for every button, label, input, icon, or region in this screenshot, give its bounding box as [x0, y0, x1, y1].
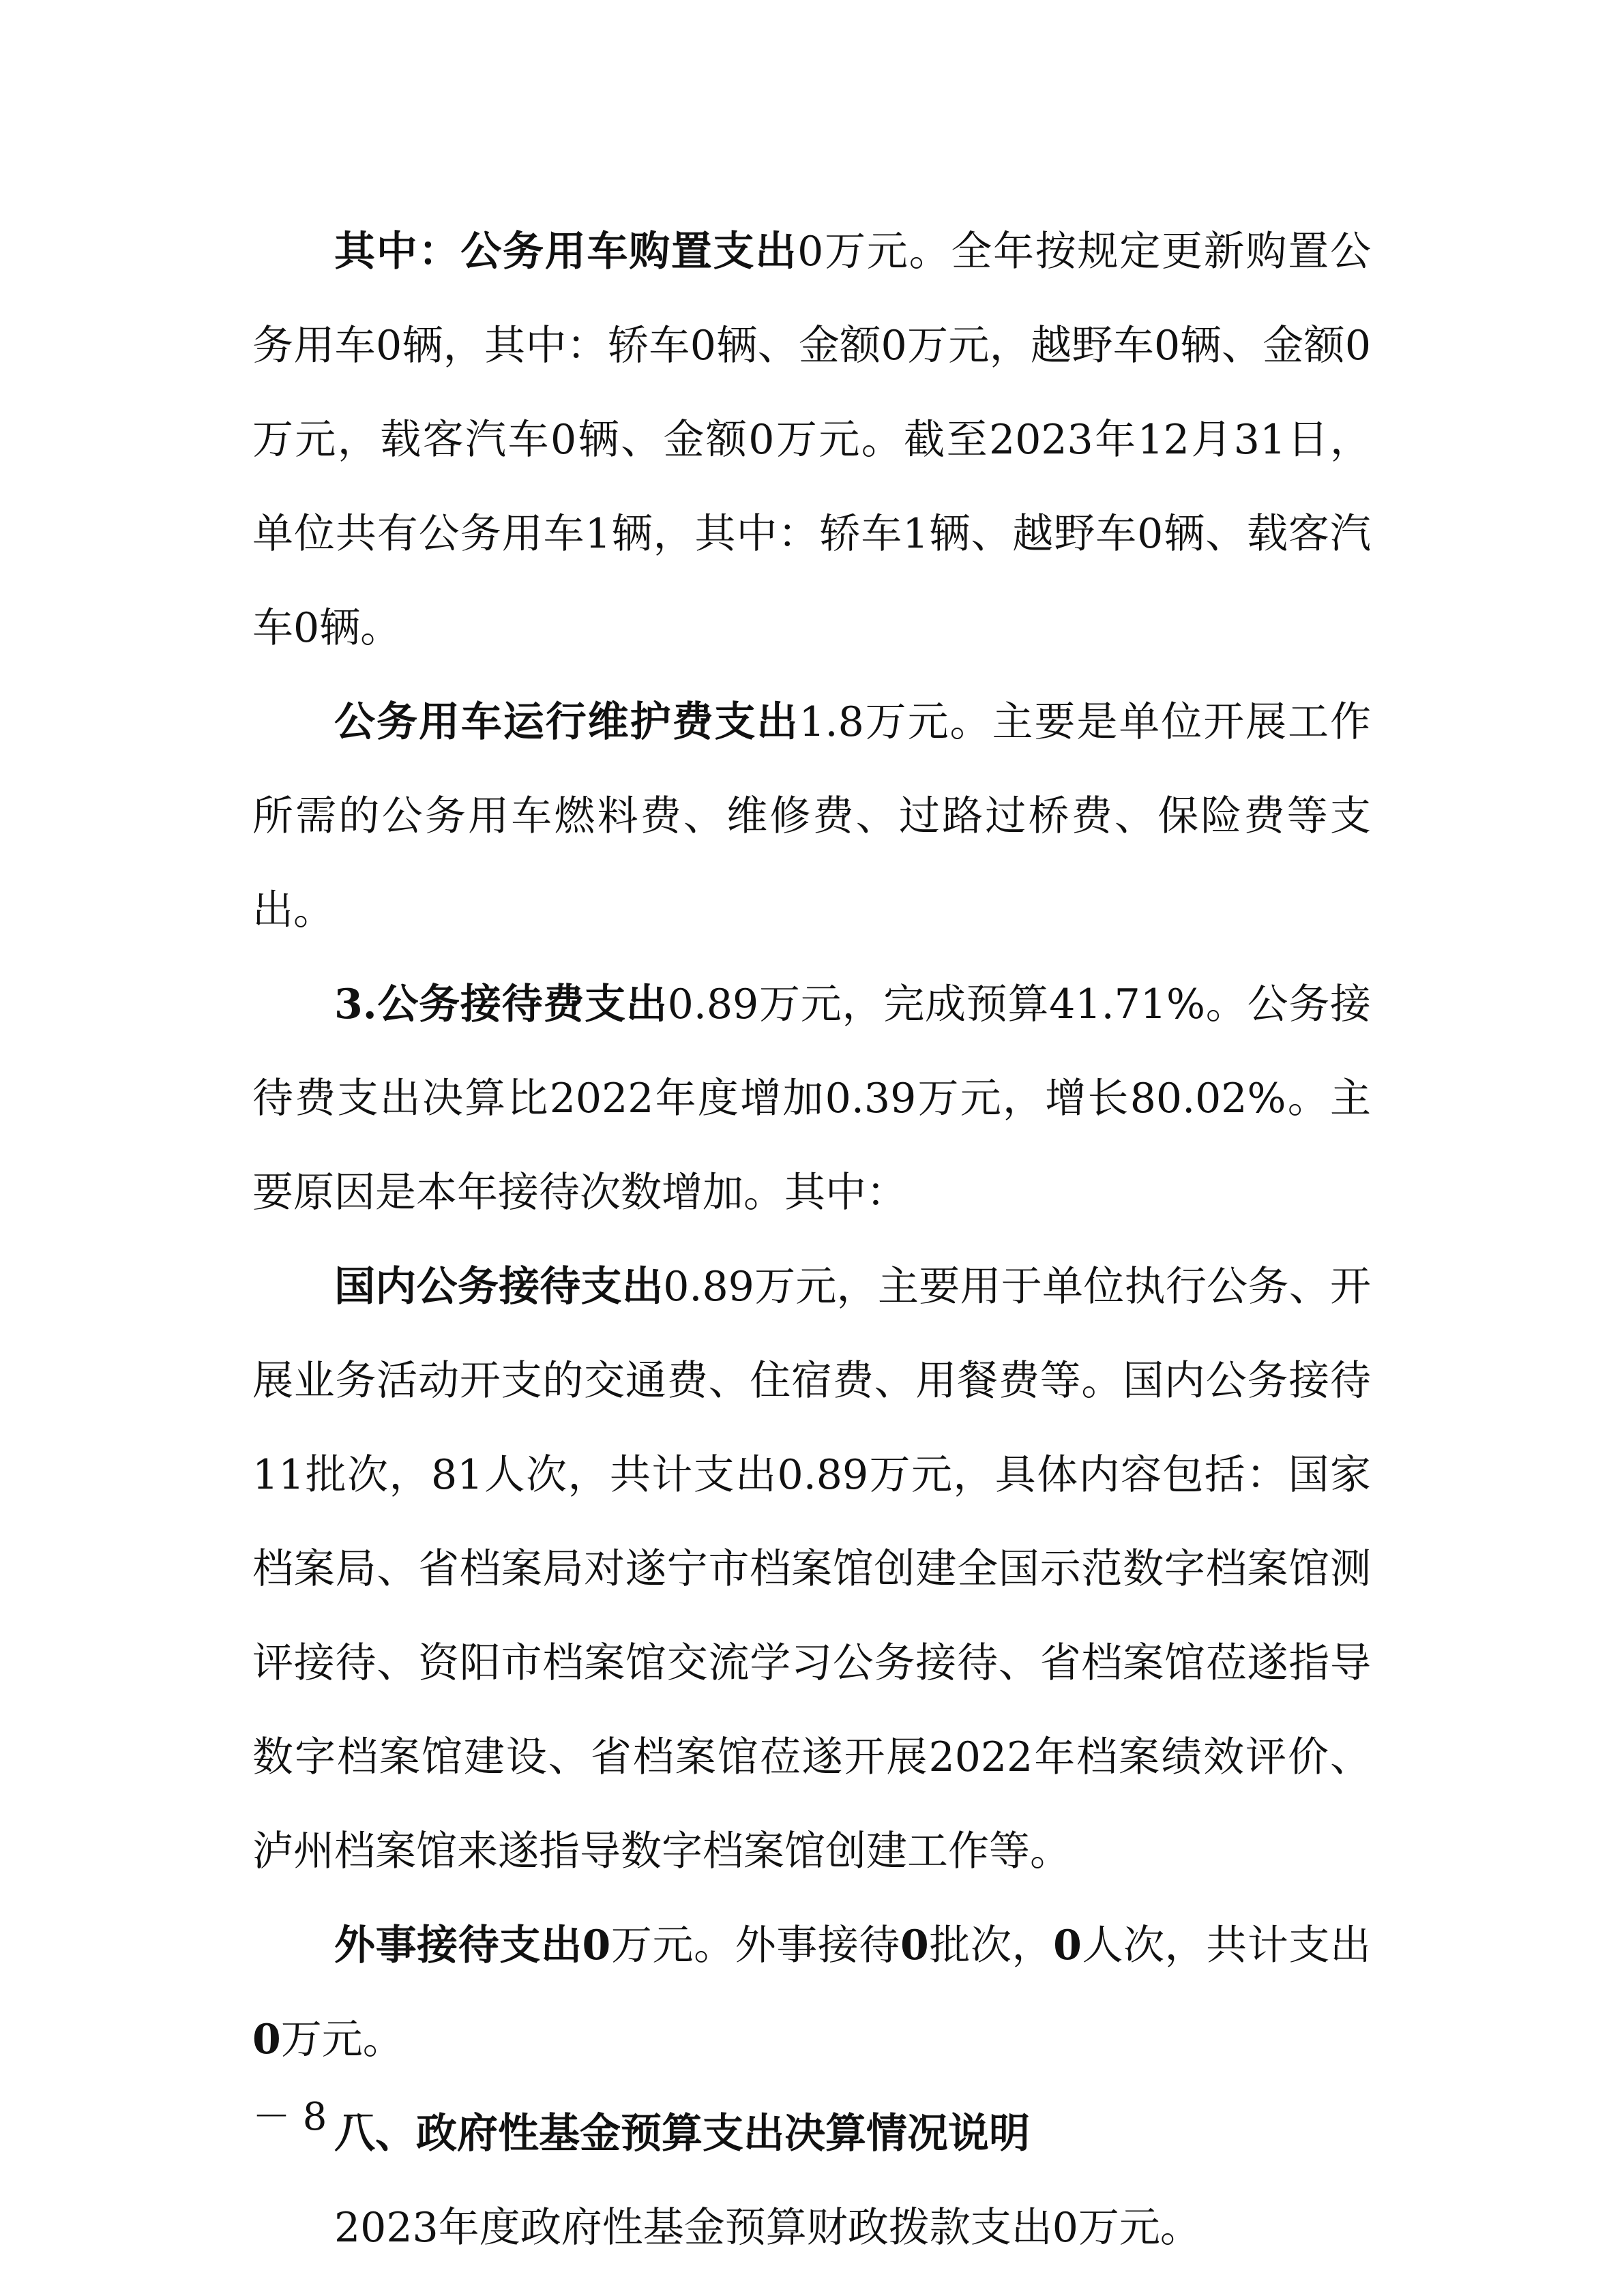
foreign-total: 0: [252, 2016, 281, 2063]
foreign-persons: 0: [1053, 1922, 1082, 1969]
document-body: [252, 205, 1371, 2275]
paragraph-foreign-reception: [252, 1898, 1371, 2087]
lead-reception-expense: 3.公务接待费支出: [334, 981, 668, 1028]
text-vehicle-purchase: 0万元。全年按规定更新购置公务用车0辆，其中：轿车0辆、金额0万元，越野车0辆、金额0万元，载客汽车0辆、金额0万元。截至2023年12月31日，单位共有公务用车1辆，其中：轿车1辆、越野车0辆、载客汽车0辆。: [252, 228, 1371, 652]
foreign-text-4: 万元。: [280, 2016, 404, 2063]
paragraph-vehicle-purchase: [252, 205, 1371, 675]
foreign-amount: 0: [582, 1922, 611, 1969]
text-vehicle-maintenance: 1.8万元。主要是单位开展工作所需的公务用车燃料费、维修费、过路过桥费、保险费等支出。: [252, 698, 1372, 934]
page-number: － 8 －: [252, 2095, 378, 2139]
foreign-text-1: 万元。外事接待: [610, 1922, 901, 1969]
text-domestic-reception: 0.89万元，主要用于单位执行公务、开展业务活动开支的交通费、住宿费、用餐费等。国内公务接待11批次，81人次，共计支出0.89万元，具体内容包括：国家档案局、省档案局对遂宁市档案馆创建全国示范数字档案馆测评接待、资阳市档案馆交流学习公务接待、省档案馆莅遂指导数字档案馆建设、省档案馆莅遂开展2022年档案绩效评价、泸州档案馆来遂指导数字档案馆创建工作等。: [252, 1263, 1372, 1875]
section-heading-gov-fund: 八、政府性基金预算支出决算情况说明: [334, 2110, 1030, 2158]
paragraph-domestic-reception: [252, 1240, 1371, 1898]
foreign-batches: 0: [900, 1922, 929, 1969]
lead-vehicle-maintenance: 公务用车运行维护费支出: [334, 698, 799, 746]
lead-domestic-reception: 国内公务接待支出: [334, 1263, 664, 1311]
paragraph-reception-expense: [252, 957, 1371, 1240]
paragraph-vehicle-maintenance: [252, 675, 1371, 957]
text-reception-expense: 0.89万元，完成预算41.71%。公务接待费支出决算比2022年度增加0.39万元，增长80.02%。主要原因是本年接待次数增加。其中：: [252, 981, 1372, 1217]
lead-vehicle-purchase: 其中：公务用车购置支出: [334, 228, 798, 275]
foreign-text-2: 批次，: [928, 1922, 1054, 1969]
paragraph-gov-fund: 2023年度政府性基金预算财政拨款支出0万元。: [334, 2204, 1201, 2252]
lead-foreign-reception: 外事接待支出: [334, 1922, 582, 1969]
foreign-text-3: 人次，共计支出: [1081, 1922, 1372, 1969]
